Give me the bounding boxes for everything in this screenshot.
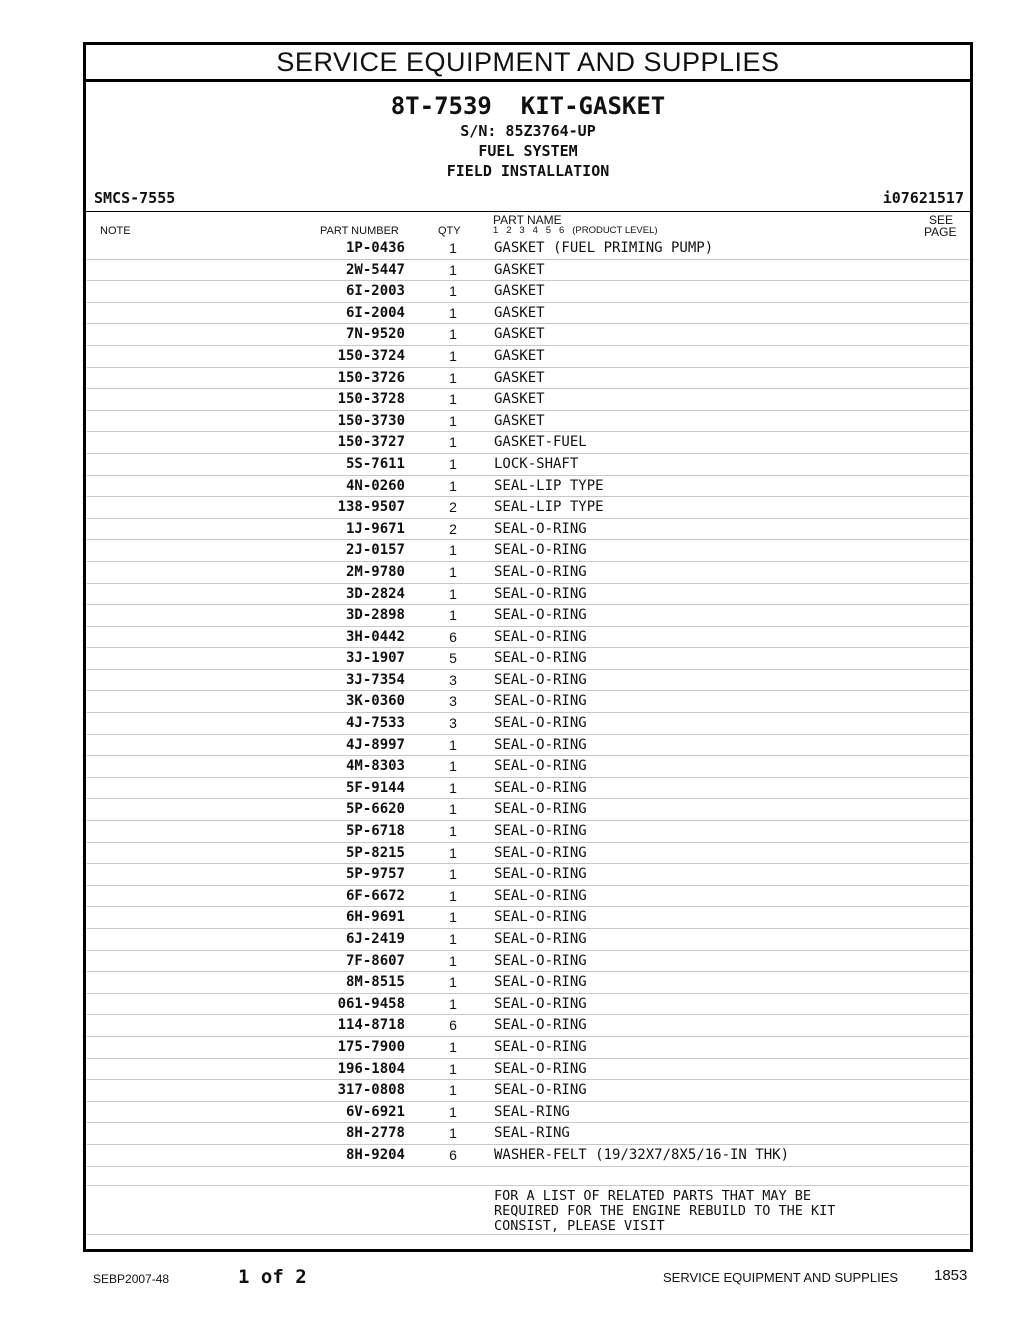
related-parts-note-row	[87, 1186, 969, 1235]
table-row	[87, 454, 969, 476]
part-qty: 1	[449, 779, 457, 796]
part-qty: 1	[449, 283, 457, 300]
part-number: 5F-9144	[345, 779, 405, 796]
blank-row	[87, 1167, 969, 1186]
table-row	[87, 584, 969, 606]
part-qty: 6	[449, 1017, 457, 1034]
part-number: 7F-8607	[345, 952, 405, 969]
table-row	[87, 778, 969, 800]
part-number: 150-3728	[337, 391, 405, 408]
part-name: SEAL-O-RING	[494, 779, 587, 796]
table-row	[87, 324, 969, 346]
part-number: 3H-0442	[345, 628, 405, 645]
part-name: SEAL-O-RING	[494, 974, 587, 991]
part-qty: 1	[449, 823, 457, 840]
qty-column-header: QTY	[438, 225, 461, 237]
part-number: 317-0808	[337, 1082, 405, 1099]
kit-header	[86, 82, 970, 212]
section-title: SERVICE EQUIPMENT AND SUPPLIES	[86, 45, 970, 82]
table-row	[87, 1059, 969, 1081]
part-name: SEAL-O-RING	[494, 1082, 587, 1099]
table-row	[87, 648, 969, 670]
table-row	[87, 756, 969, 778]
table-row	[87, 735, 969, 757]
table-row	[87, 1080, 969, 1102]
part-name: SEAL-O-RING	[494, 542, 587, 559]
part-name: GASKET	[494, 347, 545, 364]
part-number: 4N-0260	[345, 477, 405, 494]
part-number: 150-3726	[337, 369, 405, 386]
part-name: LOCK-SHAFT	[494, 455, 579, 472]
part-name: GASKET-FUEL	[494, 434, 587, 451]
footer-page-number: 1853	[934, 1267, 968, 1284]
table-row	[87, 1015, 969, 1037]
table-row	[87, 691, 969, 713]
table-row	[87, 951, 969, 973]
table-row	[87, 497, 969, 519]
part-number: 5P-9757	[345, 866, 405, 883]
table-row	[87, 303, 969, 325]
part-name: GASKET	[494, 412, 545, 429]
part-qty: 3	[449, 671, 457, 688]
part-name: SEAL-O-RING	[494, 671, 587, 688]
part-qty: 3	[449, 715, 457, 732]
part-number: 5P-6620	[345, 801, 405, 818]
part-name: SEAL-RING	[494, 1125, 570, 1142]
part-qty: 1	[449, 952, 457, 969]
table-row	[87, 864, 969, 886]
column-headers	[86, 212, 970, 238]
part-name: SEAL-O-RING	[494, 758, 587, 775]
part-number: 4J-8997	[345, 736, 405, 753]
part-number: 150-3727	[337, 434, 405, 451]
table-row	[87, 238, 969, 260]
table-row	[87, 1123, 969, 1145]
part-number: 6F-6672	[345, 887, 405, 904]
part-number: 196-1804	[337, 1060, 405, 1077]
part-qty: 1	[449, 909, 457, 926]
part-name: SEAL-LIP TYPE	[494, 477, 604, 494]
system-name: FUEL SYSTEM	[478, 142, 578, 160]
page-column-header: PAGE	[924, 225, 957, 239]
table-row	[87, 843, 969, 865]
part-number: 6V-6921	[345, 1103, 405, 1120]
part-qty: 1	[449, 326, 457, 343]
part-qty: 5	[449, 650, 457, 667]
part-number: 3K-0360	[345, 693, 405, 710]
table-row	[87, 476, 969, 498]
smcs-code: SMCS-7555	[94, 189, 176, 207]
part-number: 6H-9691	[345, 909, 405, 926]
table-row	[87, 670, 969, 692]
table-row	[87, 368, 969, 390]
part-name: GASKET	[494, 261, 545, 278]
part-number: 4J-7533	[345, 715, 405, 732]
table-row	[87, 432, 969, 454]
part-name-column-header: PART NAME	[493, 213, 562, 227]
part-number: 3D-2898	[345, 607, 405, 624]
part-qty: 1	[449, 240, 457, 256]
installation-type: FIELD INSTALLATION	[446, 162, 610, 180]
table-row	[87, 713, 969, 735]
see-column-header: SEE	[929, 213, 954, 227]
note-line: CONSIST, PLEASE VISIT	[494, 1217, 665, 1234]
part-name: SEAL-O-RING	[494, 823, 587, 840]
part-qty: 1	[449, 477, 457, 494]
part-qty: 1	[449, 304, 457, 321]
part-name: SEAL-O-RING	[494, 887, 587, 904]
table-row	[87, 994, 969, 1016]
part-name: SEAL-O-RING	[494, 952, 587, 969]
footer-page-of: 1 of 2	[238, 1266, 307, 1288]
part-number: 2J-0157	[345, 542, 405, 559]
part-qty: 1	[449, 974, 457, 991]
part-number: 2W-5447	[345, 261, 405, 278]
part-name: SEAL-O-RING	[494, 931, 587, 947]
part-number: 2M-9780	[345, 563, 405, 580]
part-name: GASKET	[494, 283, 545, 300]
part-qty: 1	[449, 1103, 457, 1120]
part-name: GASKET	[494, 369, 545, 386]
part-qty: 1	[449, 391, 457, 408]
part-name: GASKET	[494, 326, 545, 343]
serial-number: S/N: 85Z3764-UP	[460, 122, 596, 140]
part-qty: 1	[449, 866, 457, 883]
footer-section: SERVICE EQUIPMENT AND SUPPLIES	[663, 1270, 899, 1285]
part-qty: 1	[449, 261, 457, 278]
part-qty: 1	[449, 758, 457, 775]
part-number: 4M-8303	[345, 758, 405, 775]
part-qty: 1	[449, 455, 457, 472]
part-qty: 1	[449, 563, 457, 580]
table-row	[87, 389, 969, 411]
part-number: 5P-6718	[345, 823, 405, 840]
part-qty: 1	[449, 434, 457, 451]
table-row	[87, 605, 969, 627]
part-name: SEAL-O-RING	[494, 909, 587, 926]
part-number: 5S-7611	[345, 455, 405, 472]
part-number-column-header: PART NUMBER	[320, 225, 399, 237]
part-name: WASHER-FELT (19/32X7/8X5/16-IN THK)	[494, 1146, 790, 1163]
part-number: 8M-8515	[345, 974, 405, 991]
table-row	[87, 627, 969, 649]
part-name: SEAL-O-RING	[494, 563, 587, 580]
part-name: SEAL-O-RING	[494, 607, 587, 624]
part-number: 6I-2004	[345, 304, 405, 321]
parts-list-frame	[83, 42, 973, 1252]
part-name: SEAL-O-RING	[494, 801, 587, 818]
part-number: 138-9507	[337, 499, 405, 516]
table-row	[87, 972, 969, 994]
part-qty: 1	[449, 347, 457, 364]
part-qty: 1	[449, 1038, 457, 1055]
table-row	[87, 411, 969, 433]
table-row	[87, 260, 969, 282]
note-column-header: NOTE	[100, 225, 131, 237]
part-qty: 1	[449, 412, 457, 429]
table-row	[87, 929, 969, 951]
part-name: SEAL-O-RING	[494, 1017, 587, 1034]
part-qty: 1	[449, 931, 457, 947]
part-qty: 1	[449, 585, 457, 602]
part-name: GASKET	[494, 304, 545, 321]
part-qty: 6	[449, 628, 457, 645]
document-ident: i07621517	[882, 189, 964, 207]
part-name: SEAL-LIP TYPE	[494, 499, 604, 516]
related-parts-note	[494, 1189, 835, 1234]
part-qty: 1	[449, 607, 457, 624]
note-line: REQUIRED FOR THE ENGINE REBUILD TO THE KIT	[494, 1202, 836, 1219]
part-name: SEAL-RING	[494, 1103, 570, 1120]
kit-title: 8T-7539 KIT-GASKET	[390, 92, 666, 120]
part-number: 8H-2778	[345, 1125, 405, 1142]
note-line: FOR A LIST OF RELATED PARTS THAT MAY BE	[494, 1187, 811, 1204]
part-number: 1J-9671	[345, 520, 405, 537]
part-qty: 1	[449, 736, 457, 753]
part-name: GASKET (FUEL PRIMING PUMP)	[494, 240, 714, 256]
part-number: 150-3724	[337, 347, 405, 364]
part-qty: 1	[449, 887, 457, 904]
part-number: 7N-9520	[345, 326, 405, 343]
table-row	[87, 1037, 969, 1059]
part-qty: 1	[449, 844, 457, 861]
part-qty: 1	[449, 801, 457, 818]
table-row	[87, 799, 969, 821]
part-number: 8H-9204	[345, 1146, 405, 1163]
part-qty: 1	[449, 1060, 457, 1077]
table-row	[87, 821, 969, 843]
part-number: 150-3730	[337, 412, 405, 429]
part-qty: 2	[449, 520, 457, 537]
part-name: SEAL-O-RING	[494, 1060, 587, 1077]
part-name: SEAL-O-RING	[494, 1038, 587, 1055]
table-row	[87, 907, 969, 929]
table-row	[87, 886, 969, 908]
part-name: SEAL-O-RING	[494, 693, 587, 710]
part-number: 114-8718	[337, 1017, 405, 1034]
part-name: SEAL-O-RING	[494, 866, 587, 883]
part-number: 3J-1907	[345, 650, 405, 667]
table-row	[87, 346, 969, 368]
part-qty: 1	[449, 1082, 457, 1099]
part-name: SEAL-O-RING	[494, 520, 587, 537]
part-qty: 1	[449, 995, 457, 1012]
part-name: SEAL-O-RING	[494, 715, 587, 732]
part-name: GASKET	[494, 391, 545, 408]
part-number: 175-7900	[337, 1038, 405, 1055]
part-qty: 1	[449, 542, 457, 559]
part-name: SEAL-O-RING	[494, 628, 587, 645]
part-number: 6I-2003	[345, 283, 405, 300]
part-qty: 1	[449, 1125, 457, 1142]
part-number: 3J-7354	[345, 671, 405, 688]
table-row	[87, 540, 969, 562]
footer-doc-id: SEBP2007-48	[93, 1272, 170, 1286]
part-number: 5P-8215	[345, 844, 405, 861]
table-row	[87, 519, 969, 541]
part-number: 6J-2419	[345, 931, 405, 947]
part-name: SEAL-O-RING	[494, 585, 587, 602]
table-row	[87, 1145, 969, 1167]
parts-table	[86, 238, 970, 1235]
part-qty: 1	[449, 369, 457, 386]
part-qty: 2	[449, 499, 457, 516]
part-number: 1P-0436	[345, 240, 405, 256]
part-name: SEAL-O-RING	[494, 650, 587, 667]
product-level-header: 1 2 3 4 5 6 (PRODUCT LEVEL)	[493, 225, 658, 236]
part-name: SEAL-O-RING	[494, 995, 587, 1012]
part-qty: 3	[449, 693, 457, 710]
part-number: 3D-2824	[345, 585, 405, 602]
table-row	[87, 562, 969, 584]
part-number: 061-9458	[337, 995, 405, 1012]
part-qty: 6	[449, 1146, 457, 1163]
part-name: SEAL-O-RING	[494, 736, 587, 753]
table-row	[87, 281, 969, 303]
part-name: SEAL-O-RING	[494, 844, 587, 861]
table-row	[87, 1102, 969, 1124]
